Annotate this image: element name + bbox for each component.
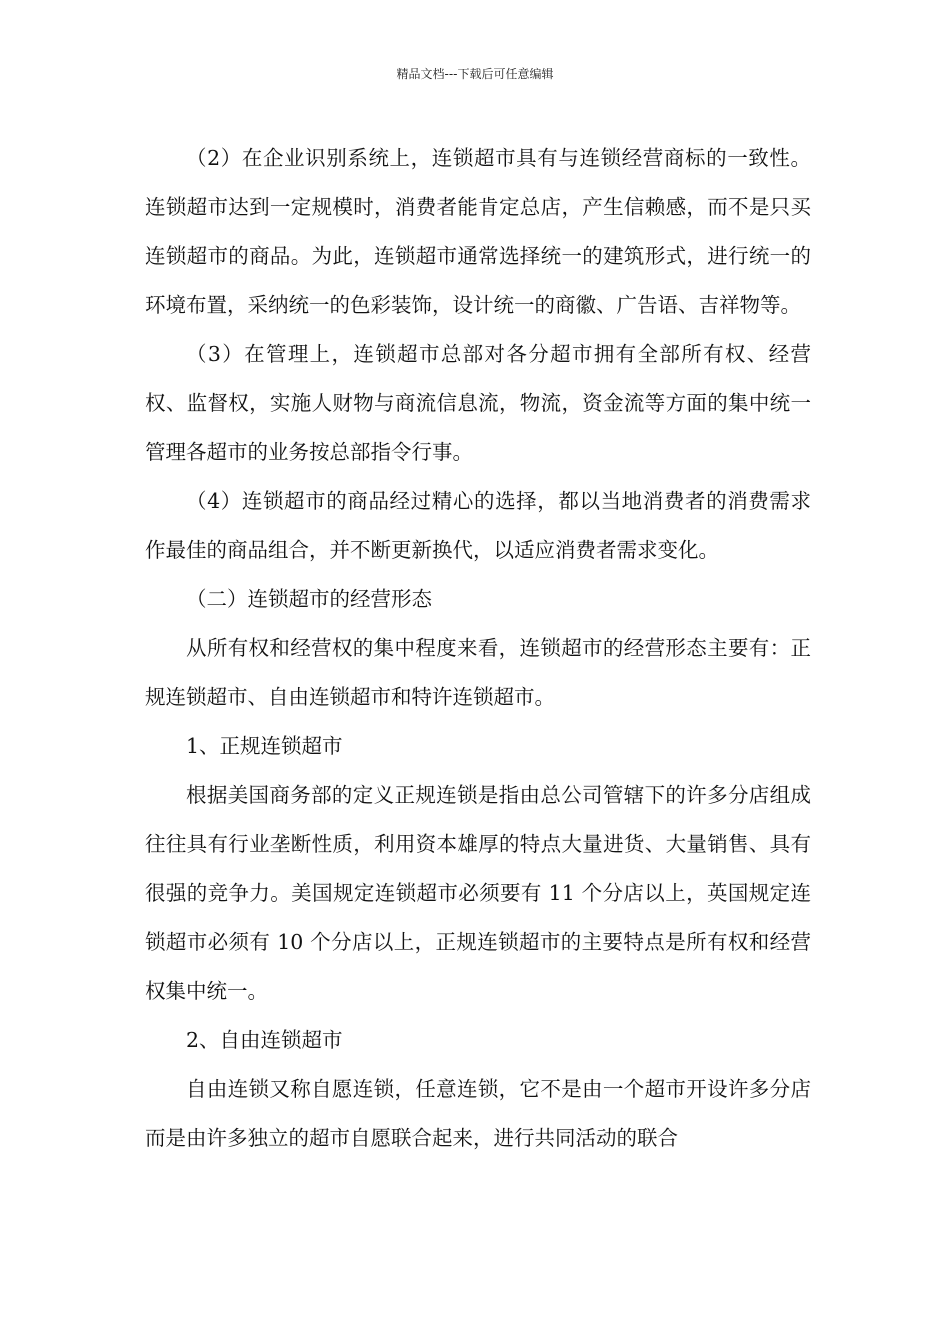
subheading-regular-chain: 1、正规连锁超市 xyxy=(186,734,343,758)
document-body xyxy=(145,134,811,1163)
paragraph-voluntary-chain: 自由连锁又称自愿连锁，任意连锁，它不是由一个超市开设许多分店而是由许多独立的超市自愿联合起来，进行共同活动的联合 xyxy=(145,1077,811,1150)
page-header: 精品文档---下载后可任意编辑 xyxy=(396,67,554,81)
paragraph-regular-chain: 根据美国商务部的定义正规连锁是指由总公司管辖下的许多分店组成往往具有行业垄断性质，利用资本雄厚的特点大量进货、大量销售、具有很强的竞争力。美国规定连锁超市必须要有 11 个分店以上，英国规定连锁超市必须有 10 个分店以上，正规连锁超市的主要特点是所有权和经营权集中统一。 xyxy=(145,783,811,1003)
paragraph-management: （3）在管理上，连锁超市总部对各分超市拥有全部所有权、经营权、监督权，实施人财物与商流信息流，物流，资金流等方面的集中统一管理各超市的业务按总部指令行事。 xyxy=(145,342,811,464)
subheading-voluntary-chain: 2、自由连锁超市 xyxy=(186,1028,343,1052)
paragraph-product-selection: （4）连锁超市的商品经过精心的选择，都以当地消费者的消费需求作最佳的商品组合，并不断更新换代，以适应消费者需求变化。 xyxy=(145,489,811,562)
paragraph-ci-consistency: （2）在企业识别系统上，连锁超市具有与连锁经营商标的一致性。连锁超市达到一定规模时，消费者能肯定总店，产生信赖感，而不是只买连锁超市的商品。为此，连锁超市通常选择统一的建筑形式，进行统一的环境布置，采纳统一的色彩装饰，设计统一的商徽、广告语、吉祥物等。 xyxy=(145,146,811,317)
paragraph-operating-forms-intro: 从所有权和经营权的集中程度来看，连锁超市的经营形态主要有：正规连锁超市、自由连锁超市和特许连锁超市。 xyxy=(145,636,811,709)
section-heading-operating-forms: （二）连锁超市的经营形态 xyxy=(186,587,432,611)
